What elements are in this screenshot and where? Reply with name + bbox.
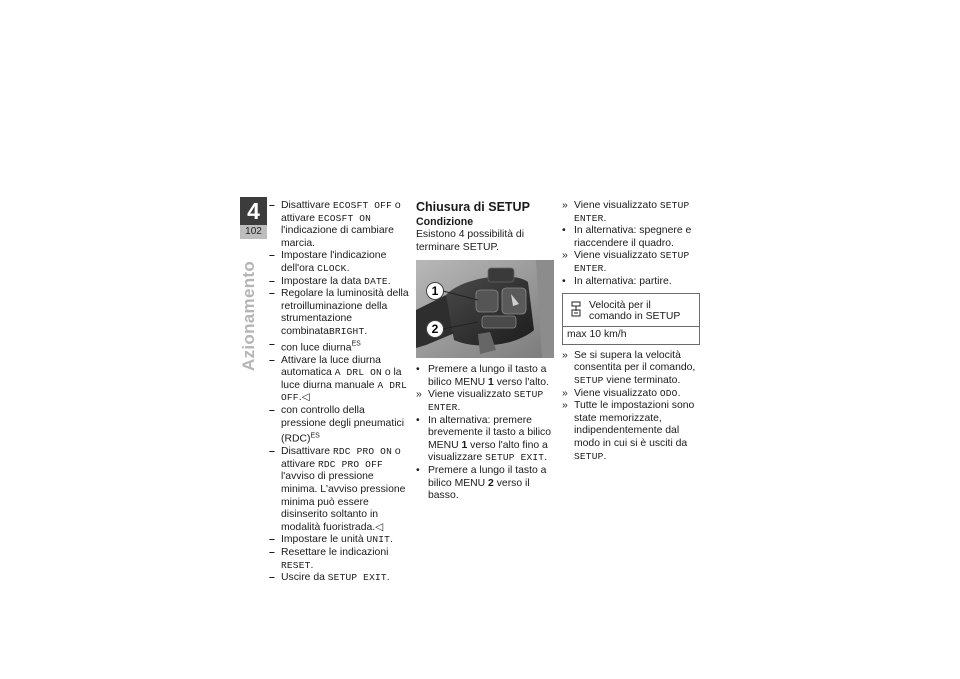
display-code: SETUP ENTER xyxy=(574,250,690,274)
handlebar-switch-photo xyxy=(416,260,554,358)
callout-ref: 1 xyxy=(461,439,468,451)
text: Viene visualizzato xyxy=(574,387,660,399)
list-marker: – xyxy=(269,446,275,458)
list-item xyxy=(562,225,700,250)
text: Attivare la luce diurna automatica xyxy=(281,354,381,379)
text: Premere a lungo il tasto a bilico MENU xyxy=(428,364,547,388)
text: o attivare xyxy=(281,446,401,470)
display-code: DATE xyxy=(364,275,388,287)
text: verso l'alto fino a visualizzare xyxy=(428,439,548,464)
list-marker: » xyxy=(562,200,568,211)
text: Se si supera la velocità consentita per il comando, xyxy=(574,349,696,374)
speed-info-label-row xyxy=(563,294,699,327)
special-equipment-tag: ES xyxy=(351,340,361,348)
display-code: SETUP ENTER xyxy=(428,389,544,413)
text: Viene visualizzato xyxy=(574,250,660,262)
callout-ref: 1 xyxy=(488,376,494,388)
list-item xyxy=(269,200,409,250)
text: . xyxy=(603,450,607,462)
text: . xyxy=(544,452,548,464)
steps-list-continued xyxy=(562,200,700,288)
display-code: SETUP xyxy=(574,450,604,462)
list-item xyxy=(269,276,409,289)
list-marker: • xyxy=(562,225,566,237)
speed-info-box xyxy=(562,293,700,345)
list-item xyxy=(562,200,700,225)
text: Disattivare xyxy=(281,200,333,211)
list-item xyxy=(562,400,700,463)
text: con luce diurna xyxy=(281,342,352,353)
text: Viene visualizzato xyxy=(428,389,514,401)
text: verso il basso. xyxy=(428,477,530,502)
text: l'avviso di pressione minima. L'avviso pressione minima può essere disinserito soltanto in modalità fuoristrada.◁ xyxy=(281,471,406,533)
text: . xyxy=(387,275,391,287)
display-code: SETUP EXIT xyxy=(485,452,545,464)
text: Premere a lungo il tasto a bilico MENU xyxy=(428,464,547,489)
chapter-number: 4 xyxy=(240,197,267,225)
special-equipment-tag: ES xyxy=(310,432,320,440)
text: . xyxy=(346,262,350,274)
list-marker: – xyxy=(269,200,275,211)
list-item xyxy=(269,250,409,275)
text: . xyxy=(457,401,461,413)
list-marker: • xyxy=(416,414,420,426)
callout-1: 1 xyxy=(431,284,439,299)
section-intro: Esistono 4 possibilità di terminare SETUP. xyxy=(416,229,525,253)
display-code: RESET xyxy=(281,559,311,571)
text: Impostare la data xyxy=(281,275,365,287)
list-marker: – xyxy=(269,288,275,300)
page-number: 102 xyxy=(240,225,267,239)
text: Tutte le impostazioni sono state memorizzate, indipendentemente dal modo in cui si è usciti da xyxy=(574,400,695,449)
text: In alternativa: premere brevemente il tasto a bilico MENU xyxy=(428,414,552,451)
list-item xyxy=(562,250,700,275)
text: con controllo della pressione degli pneumatici (RDC) xyxy=(281,404,405,445)
text: Regolare la luminosità della retroilluminazione della strumentazione combinata xyxy=(281,288,409,337)
display-code: SETUP EXIT xyxy=(327,572,387,584)
text: verso l'alto. xyxy=(493,376,549,388)
column-3 xyxy=(562,200,700,463)
settings-list xyxy=(269,200,409,585)
list-item xyxy=(416,364,554,389)
list-item xyxy=(416,415,554,465)
display-code: UNIT xyxy=(366,534,391,546)
display-code: SETUP ENTER xyxy=(574,200,690,224)
chapter-title: Azionamento xyxy=(239,260,258,371)
display-code: ECOSFT OFF xyxy=(332,200,392,211)
list-marker: – xyxy=(269,534,275,546)
display-code: BRIGHT xyxy=(328,325,365,337)
text: . xyxy=(677,387,681,399)
text: . xyxy=(386,572,390,584)
list-marker: • xyxy=(562,275,566,287)
list-marker: – xyxy=(269,275,275,287)
text: Viene visualizzato xyxy=(574,200,660,211)
text: o la luce diurna manuale xyxy=(281,367,402,391)
list-marker: • xyxy=(416,464,420,476)
callout-2: 2 xyxy=(431,322,439,337)
list-marker: – xyxy=(269,572,275,584)
text: In alternativa: spegnere e riaccendere il quadro. xyxy=(574,225,692,249)
list-item xyxy=(416,465,554,503)
callout-ref: 2 xyxy=(488,477,494,489)
list-item xyxy=(269,534,409,547)
column-1 xyxy=(269,200,409,585)
text: In alternativa: partire. xyxy=(574,275,672,287)
list-marker: » xyxy=(562,250,568,262)
handlebar-switch-illustration xyxy=(416,260,554,358)
speed-info-value: max 10 km/h xyxy=(567,329,627,341)
list-item xyxy=(269,405,409,446)
display-code: RDC PRO ON xyxy=(332,446,392,458)
list-marker: » xyxy=(562,400,568,412)
display-code: A DRL ON xyxy=(334,367,382,379)
text: . xyxy=(364,325,368,337)
list-marker: – xyxy=(269,354,275,366)
text: Uscire da xyxy=(281,572,328,584)
section-subheading: Condizione xyxy=(416,216,474,228)
text: l'indicazione di cambiare marcia. xyxy=(281,225,394,249)
column-2 xyxy=(416,200,554,503)
text: . xyxy=(310,559,314,571)
text: o attivare xyxy=(281,200,401,224)
list-marker: • xyxy=(416,364,420,376)
list-item xyxy=(269,288,409,338)
list-item xyxy=(269,446,409,534)
result-list xyxy=(562,350,700,463)
display-code: A DRL OFF xyxy=(281,379,407,404)
text: . xyxy=(603,262,607,274)
list-item xyxy=(269,572,409,585)
list-marker: – xyxy=(269,338,275,350)
display-code: RDC PRO OFF xyxy=(317,458,383,470)
section-heading: Chiusura di SETUP xyxy=(416,200,530,214)
display-code: CLOCK xyxy=(317,262,347,274)
steps-list xyxy=(416,364,554,503)
list-marker: » xyxy=(416,389,422,401)
list-marker: » xyxy=(562,349,568,361)
text: Disattivare xyxy=(281,446,333,458)
speed-info-label: Velocità per il comando in SETUP xyxy=(589,300,681,323)
list-item xyxy=(269,547,409,572)
text: . xyxy=(603,212,607,224)
text: . xyxy=(390,534,393,546)
list-item xyxy=(416,389,554,414)
text: Impostare l'indicazione dell'ora xyxy=(281,250,387,274)
list-marker: – xyxy=(269,404,275,416)
display-code: SETUP xyxy=(574,374,604,386)
list-item xyxy=(269,355,409,405)
text: Impostare le unità xyxy=(281,534,367,546)
list-item xyxy=(562,276,700,289)
list-item xyxy=(562,388,700,401)
list-marker: » xyxy=(562,387,568,399)
list-marker: – xyxy=(269,250,275,262)
list-marker: – xyxy=(269,546,275,558)
text: Resettare le indicazioni xyxy=(281,546,389,558)
text: .◁ xyxy=(298,392,310,404)
text: viene terminato. xyxy=(603,374,681,386)
display-code: ODO xyxy=(659,387,678,399)
display-code: ECOSFT ON xyxy=(317,212,372,224)
speedometer-hand-icon xyxy=(569,300,583,318)
list-item xyxy=(269,339,409,355)
list-item xyxy=(562,350,700,388)
